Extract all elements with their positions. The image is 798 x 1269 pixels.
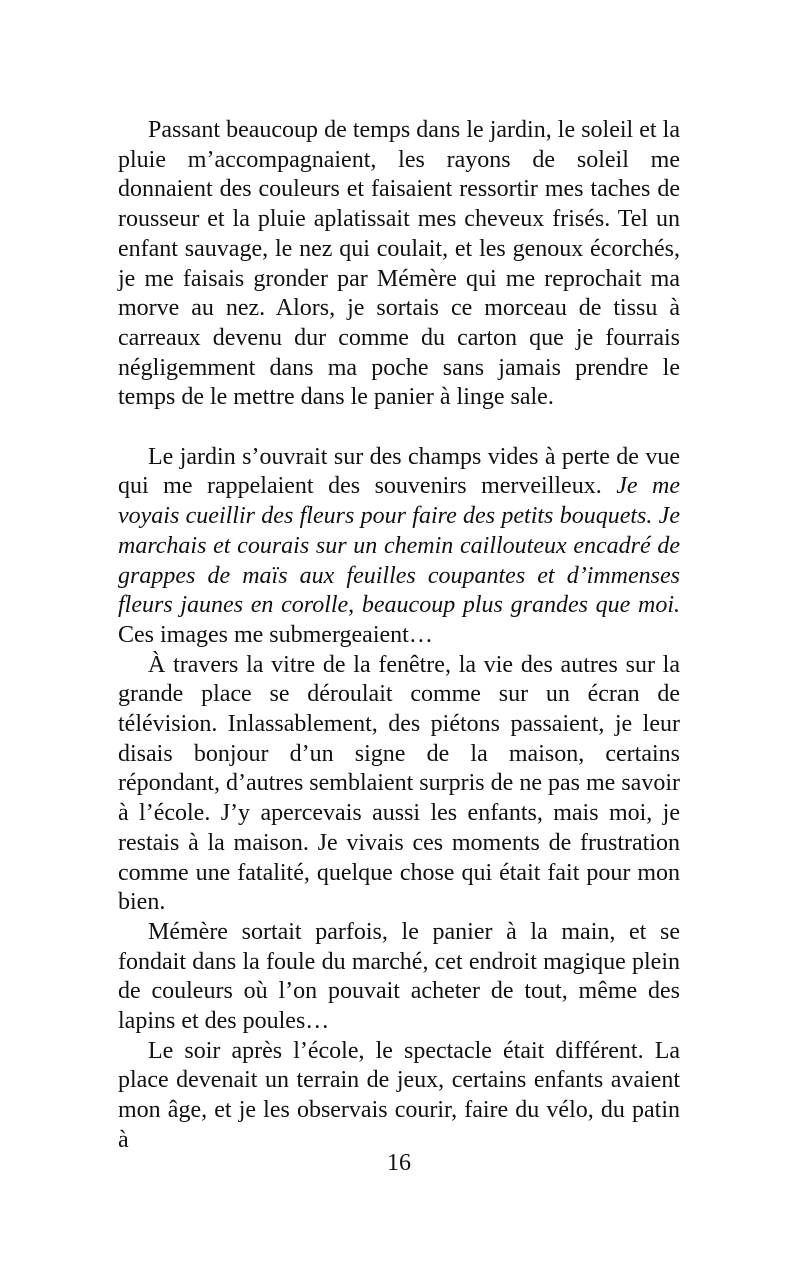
page-number: 16	[387, 1150, 411, 1176]
paragraph-market	[118, 918, 680, 1037]
paragraph-text: Le jardin s’ouvrait sur des champs vides à perte de vue qui me rappelaient des souvenirs merveilleux.	[118, 443, 680, 500]
paragraph-window-square	[118, 651, 680, 918]
paragraph-text: Passant beaucoup de temps dans le jardin, le soleil et la pluie m’accompagnaient, les rayons de soleil me donnaient des couleurs et faisaient ressortir mes taches de rousseur et la pluie aplatissait mes cheveux frisés. Tel un enfant sauvage, le nez qui coulait, et les genoux écorchés, je me faisais gronder par Mémère qui me reprochait ma morve au nez. Alors, je sortais ce morceau de tissu à carreaux devenu dur comme du carton que je fourrais négligemment dans ma poche sans jamais prendre le temps de le mettre dans le panier à linge sale.	[118, 117, 680, 411]
paragraph-text: Le soir après l’école, le spectacle était différent. La place devenait un terrain de jeux, certains enfants avaient mon âge, et je les observais courir, faire du vélo, du patin à	[118, 1037, 680, 1153]
body-text	[118, 116, 680, 1156]
paragraph-evening-play	[118, 1037, 680, 1156]
paragraph-text: Ces images me submergeaient…	[118, 621, 433, 648]
paragraph-garden-rain	[118, 116, 680, 413]
paragraph-text: Mémère sortait parfois, le panier à la main, et se fondait dans la foule du marché, cet endroit magique plein de couleurs où l’on pouvait acheter de tout, même des lapins et des poules…	[118, 918, 680, 1035]
paragraph-fields-memories	[118, 443, 680, 651]
paragraph-text: À travers la vitre de la fenêtre, la vie des autres sur la grande place se déroulait comme sur un écran de télévision. Inlassablement, des piétons passaient, je leur disais bonjour d’un signe de la maison, certains répondant, d’autres semblaient surpris de ne pas me savoir à l’école. J’y apercevais aussi les enfants, mais moi, je restais à la maison. Je vivais ces moments de frustration comme une fatalité, quelque chose qui était fait pour mon bien.	[118, 651, 680, 916]
italic-memory-text: Je me voyais cueillir des fleurs pour faire des petits bouquets. Je marchais et courais sur un chemin caillouteux encadré de grappes de maïs aux feuilles coupantes et d’immenses fleurs jaunes en corolle, beaucoup plus grandes que moi.	[118, 473, 680, 619]
